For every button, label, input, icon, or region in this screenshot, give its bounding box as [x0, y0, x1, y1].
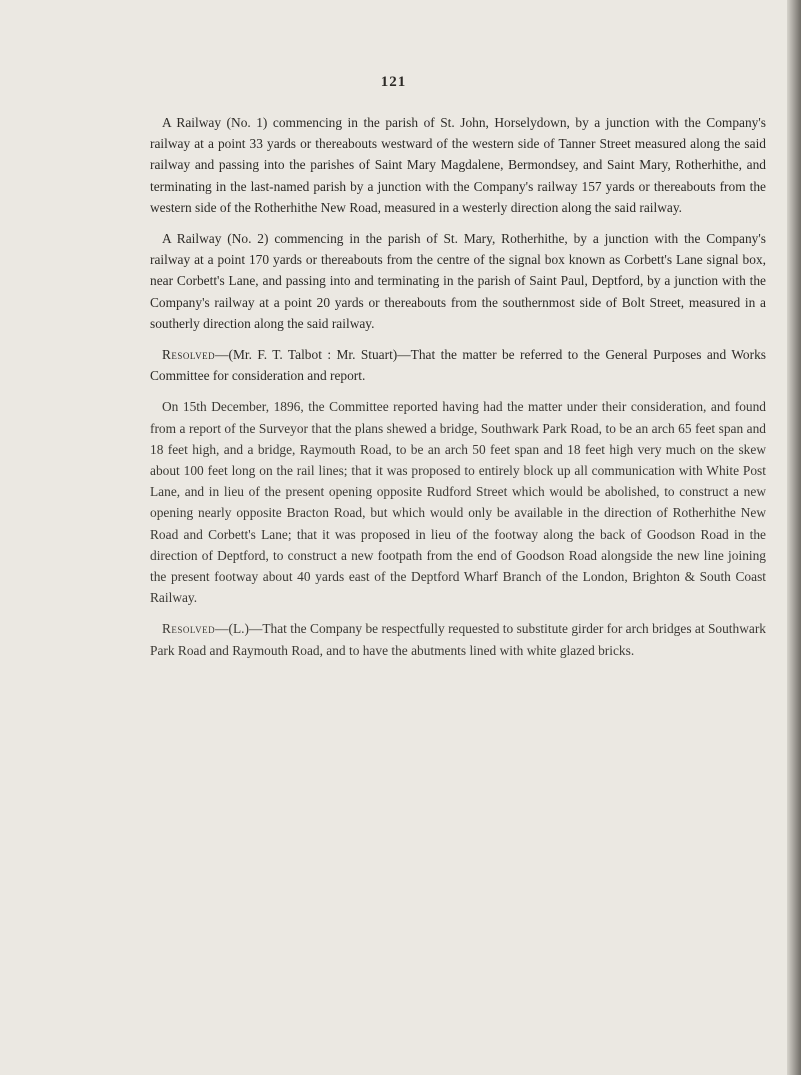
document-body [150, 112, 766, 671]
resolved-label: Resolved [162, 621, 216, 637]
paragraph-resolved-request [150, 618, 766, 660]
page-number: 121 [380, 74, 407, 90]
resolved-label: Resolved [162, 347, 216, 363]
paragraph-committee-report: On 15th December, 1896, the Committee reported having had the matter under their consideration, and found from a report of the Surveyor that the plans shewed a bridge, Southwark Park Road, to be an arch 65 feet span and 18 feet high, and a bridge, Raymouth Road, to be an arch 50 feet span and 18 feet high very much on the skew about 100 feet long on the rail lines; that it was proposed to entirely block up all communication with White Post Lane, and in lieu of the present opening opposite Rudford Street which would be abolished, to construct a new opening nearly opposite Bracton Road, but which would only be available in the direction of Rotherhithe New Road and Corbett's Lane; that it was proposed in lieu of the footway along the back of Goodson Road in the direction of Deptford, to construct a new footpath from the end of Goodson Road alongside the new line joining the present footway about 40 yards east of the Deptford Wharf Branch of the London, Brighton & South Coast Railway. [150, 399, 766, 606]
resolved-text: —(Mr. F. T. Talbot : Mr. Stuart)—That the matter be referred to the General Purposes and Works Committee for consideration and report. [150, 347, 766, 384]
page-edge [787, 0, 801, 1075]
paragraph-railway-2: A Railway (No. 2) commencing in the parish of St. Mary, Rotherhithe, by a junction with the Company's railway at a point 170 yards or thereabouts from the centre of the signal box known as Corbett's Lane signal box, near Corbett's Lane, and passing into and terminating in the parish of Saint Paul, Deptford, by a junction with the Company's railway at a point 20 yards or thereabouts from the southernmost side of Bolt Street, measured in a southerly direction along the said railway. [150, 231, 766, 331]
resolved-text: —(L.)—That the Company be respectfully requested to substitute girder for arch bridges at Southwark Park Road and Raymouth Road, and to have the abutments lined with white glazed bricks. [150, 621, 766, 658]
paragraph-railway-1: A Railway (No. 1) commencing in the parish of St. John, Horselydown, by a junction with the Company's railway at a point 33 yards or thereabouts westward of the western side of Tanner Street measured along the said railway and passing into the parishes of Saint Mary Magdalene, Bermondsey, and Saint Mary, Rotherhithe, and terminating in the last-named parish by a junction with the Company's railway 157 yards or thereabouts from the western side of the Rotherhithe New Road, measured in a westerly direction along the said railway. [150, 115, 766, 215]
paragraph-resolved-referral [150, 344, 766, 386]
